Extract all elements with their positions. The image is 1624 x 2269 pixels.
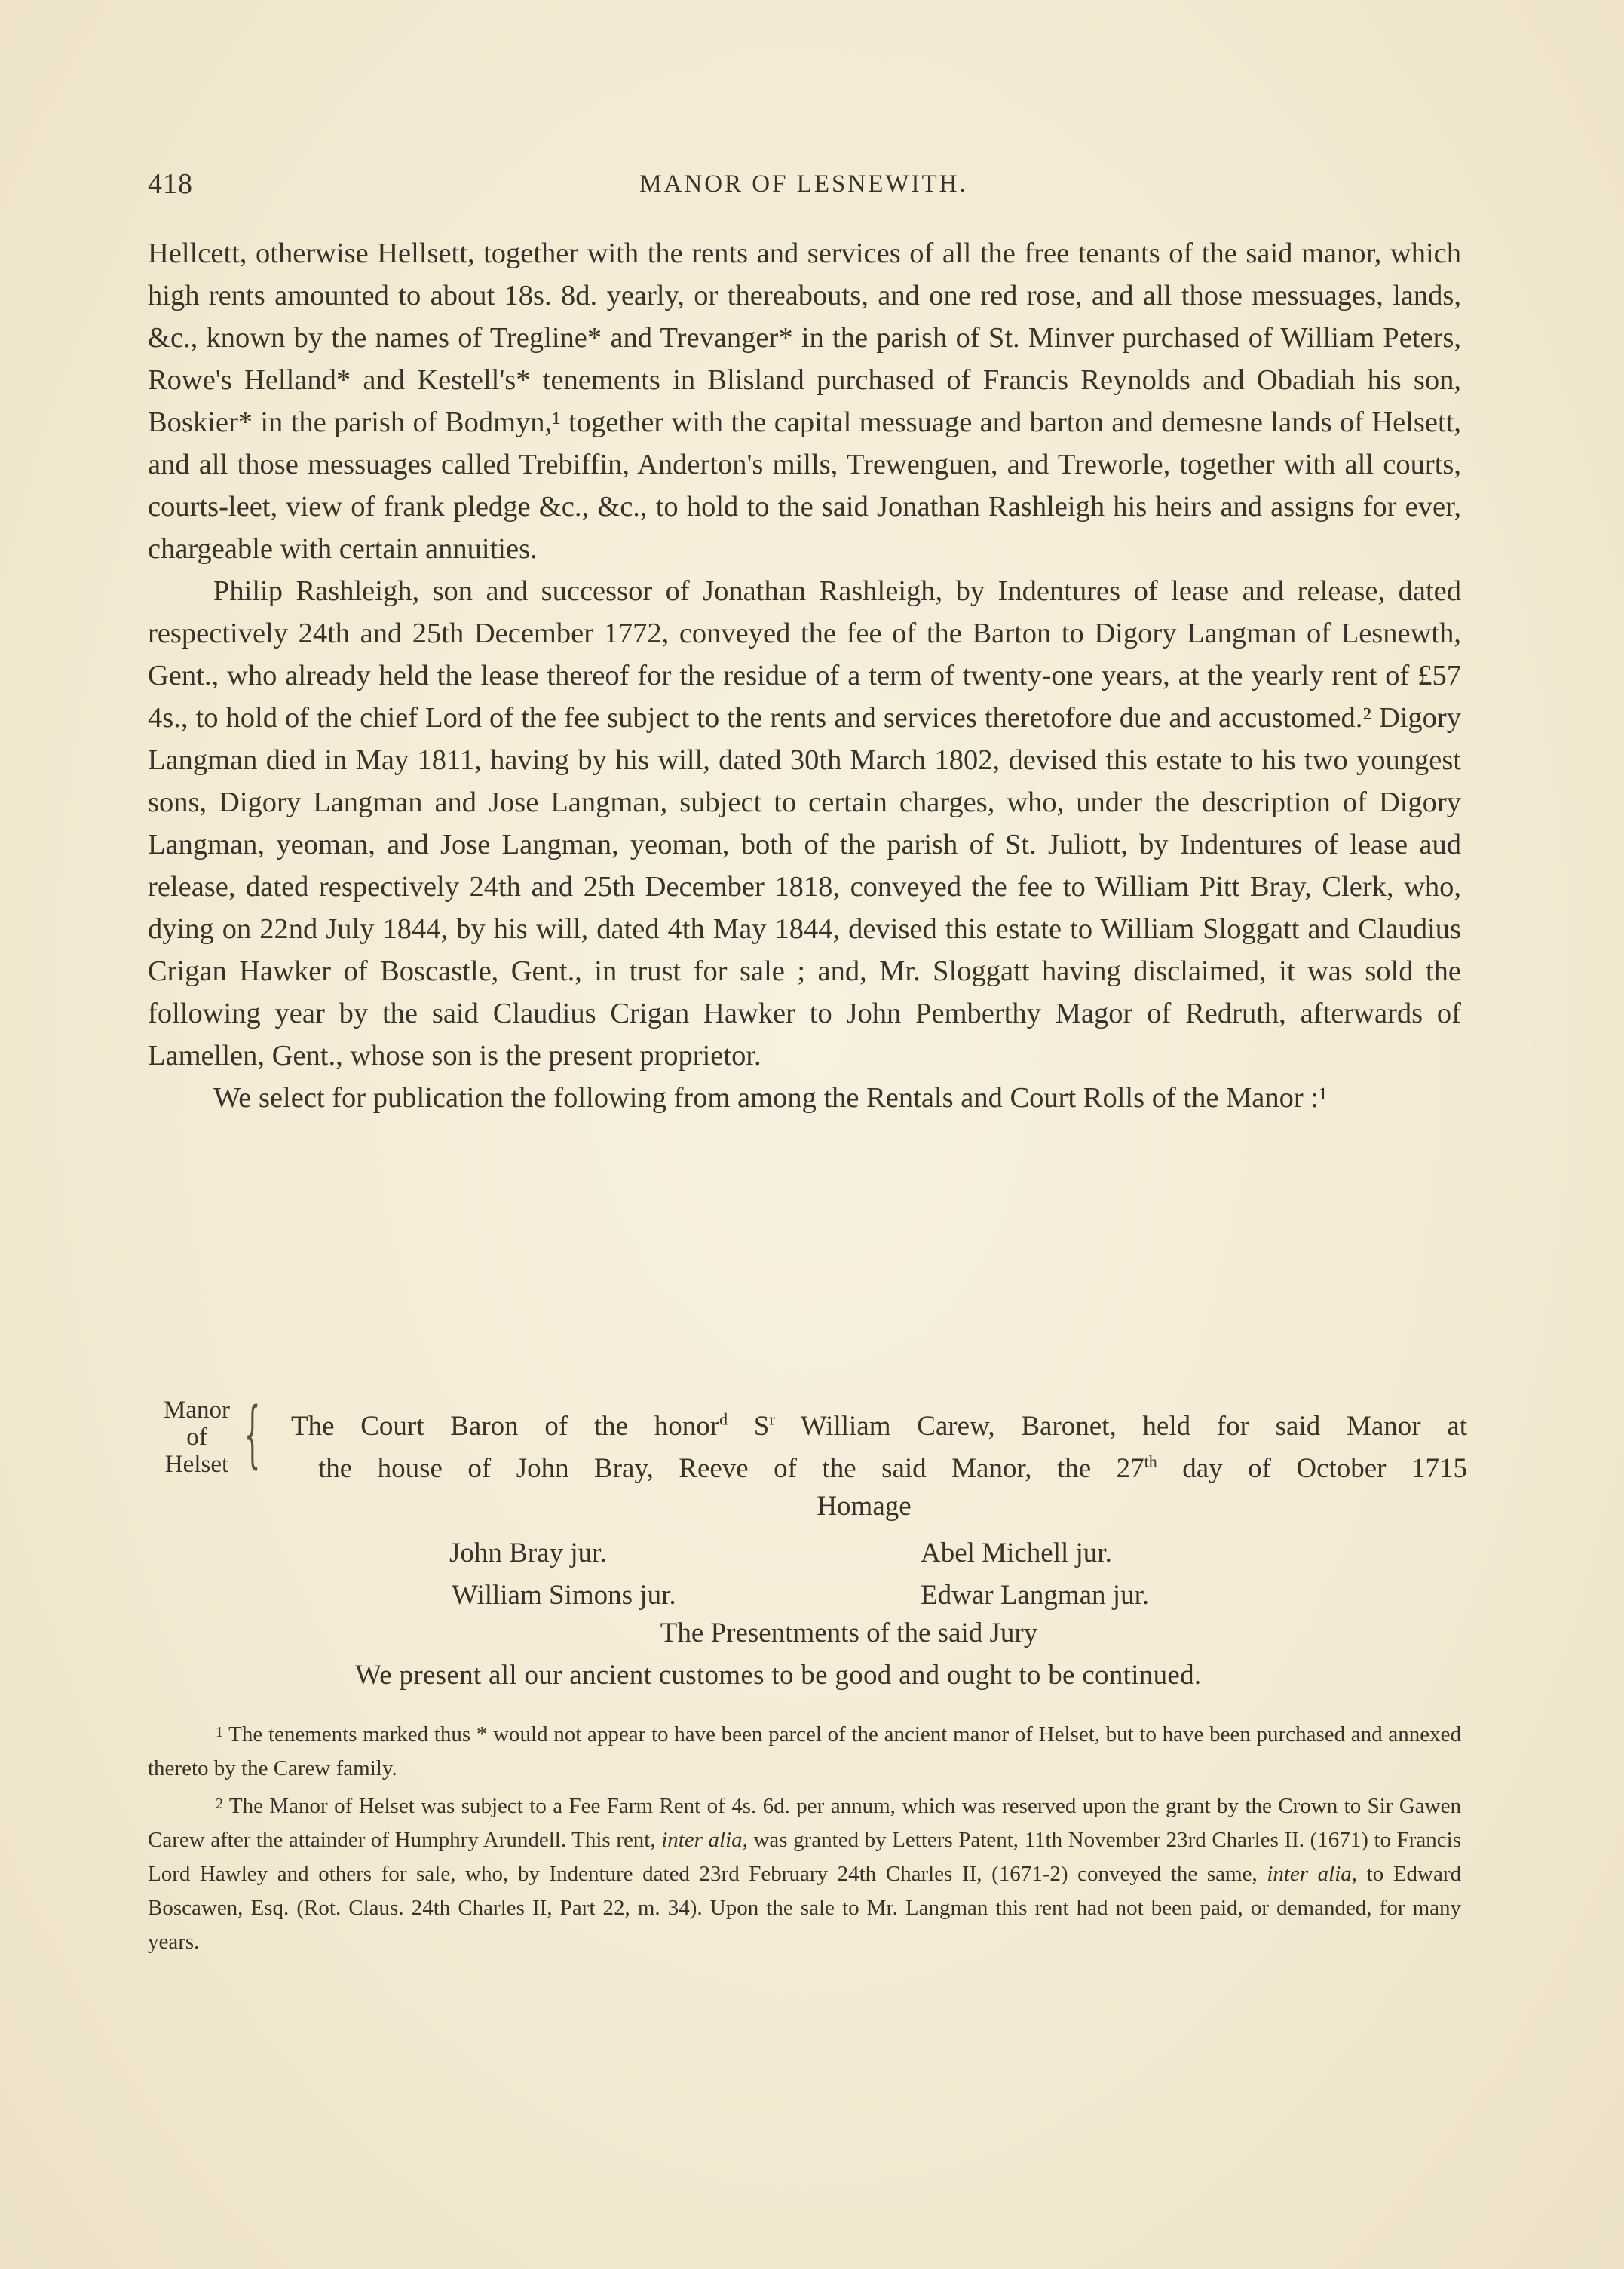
paragraph-3: We select for publication the following from among the Rentals and Court Rolls of the Manor :¹ xyxy=(213,1082,1328,1114)
margin-label-line: Helset xyxy=(164,1451,229,1478)
homage-heading: Homage xyxy=(817,1491,912,1522)
juror-name: William Simons jur. xyxy=(452,1580,676,1611)
juror-name: Edwar Langman jur. xyxy=(921,1580,1150,1611)
superscript: r xyxy=(769,1409,775,1429)
running-title: MANOR OF LESNEWITH. xyxy=(639,170,968,198)
page-number: 418 xyxy=(148,168,193,200)
main-text xyxy=(148,232,1461,1119)
court-record xyxy=(148,1392,1475,1691)
court-line-1 xyxy=(291,1406,1467,1448)
margin-label-line: of xyxy=(186,1424,207,1451)
brace-mark: { xyxy=(244,1392,261,1476)
margin-label-line: Manor xyxy=(164,1397,230,1424)
footnote-1-text: The tenements marked thus * would not appear to have been parcel of the ancient manor of Helset, but to have been purchased and annexed thereto by the Carew family. xyxy=(148,1722,1461,1780)
footnote-2-italic: inter alia, xyxy=(1267,1862,1358,1886)
presentments-heading: The Presentments of the said Jury xyxy=(660,1617,1038,1648)
court-line-2 xyxy=(318,1448,1467,1490)
court-line-1-a: The Court Baron of the honor xyxy=(291,1411,720,1442)
footnote-2-italic: inter alia, xyxy=(661,1828,748,1852)
court-line-2-a: the house of John Bray, Reeve of the said Manor, the 27 xyxy=(318,1453,1144,1484)
paragraph-1: Hellcett, otherwise Hellsett, together with the rents and services of all the free tenants of the said manor, which high rents amounted to about 18s. 8d. yearly, or thereabouts, and one red rose, and all those messuages, lands, &c., known by the names of Tregline* and Trevanger* in the parish of St. Minver purchased of William Peters, Rowe's Helland* and Kestell's* tenements in Blisland purchased of Francis Reynolds and Obadiah his son, Boskier* in the parish of Bodmyn,¹ together with the capital messuage and barton and demesne lands of Helsett, and all those messuages called Trebiffin, Anderton's mills, Trewenguen, and Treworle, together with all courts, courts-leet, view of frank pledge &c., &c., to hold to the said Jonathan Rashleigh his heirs and assigns for ever, chargeable with certain annuities. xyxy=(148,238,1461,565)
presentment-text: We present all our ancient customes to be good and ought to be continued. xyxy=(355,1660,1202,1691)
juror-name: Abel Michell jur. xyxy=(921,1538,1112,1568)
paragraph-2: Philip Rashleigh, son and successor of Jonathan Rashleigh, by Indentures of lease and release, dated respectively 24th and 25th December 1772, conveyed the fee of the Barton to Digory Langman of Lesnewth, Gent., who already held the lease thereof for the residue of a term of twenty-one years, at the yearly rent of £57 4s., to hold of the chief Lord of the fee subject to the rents and services theretofore due and accustomed.² Digory Langman died in May 1811, having by his will, dated 30th March 1802, devised this estate to his two youngest sons, Digory Langman and Jose Langman, subject to certain charges, who, under the description of Digory Langman, yeoman, and Jose Langman, yeoman, both of the parish of St. Juliott, by Indentures of lease aud release, dated respectively 24th and 25th December 1818, conveyed the fee to William Pitt Bray, Clerk, who, dying on 22nd July 1844, by his will, dated 4th May 1844, devised this estate to William Sloggatt and Claudius Crigan Hawker of Boscastle, Gent., in trust for sale ; and, Mr. Sloggatt having disclaimed, it was sold the following year by the said Claudius Crigan Hawker to John Pemberthy Magor of Redruth, afterwards of Lamellen, Gent., whose son is the present proprietor. xyxy=(148,575,1461,1072)
footnote-marker: 2 xyxy=(216,1795,223,1812)
footnotes xyxy=(148,1716,1461,1961)
court-line-1-c: William Carew, Baronet, held for said Manor at xyxy=(774,1411,1467,1442)
footnote-marker: 1 xyxy=(216,1724,223,1740)
superscript: d xyxy=(719,1409,728,1429)
juror-name: John Bray jur. xyxy=(449,1538,607,1568)
margin-label xyxy=(148,1397,246,1478)
page-header xyxy=(148,167,1460,205)
footnote-1 xyxy=(148,1716,1461,1786)
court-line-2-b: day of October 1715 xyxy=(1157,1453,1467,1484)
court-line-1-b: S xyxy=(728,1411,770,1442)
footnote-2-text: The Manor of Helset was subject to a Fee Farm Rent of 4s. 6d. per annum, which was reserved upon the grant by the Crown to Sir Gawen Carew after the attainder of Humphry Arundell. This rent, xyxy=(148,1794,1461,1852)
superscript: th xyxy=(1144,1452,1157,1471)
footnote-2 xyxy=(148,1787,1461,1959)
footnote-2-text: was granted by Letters Patent, 11th November 23rd Charles II. (1671) to Francis Lord Hawley and others for sale, who, by Indenture dated 23rd February 24th Charles II, (1671-2) conveyed the same, xyxy=(148,1828,1461,1886)
footnote-2-text: to Edward Boscawen, Esq. (Rot. Claus. 24th Charles II, Part 22, m. 34). Upon the sale to Mr. Langman this rent had not been paid, or demanded, for many years. xyxy=(148,1862,1461,1954)
